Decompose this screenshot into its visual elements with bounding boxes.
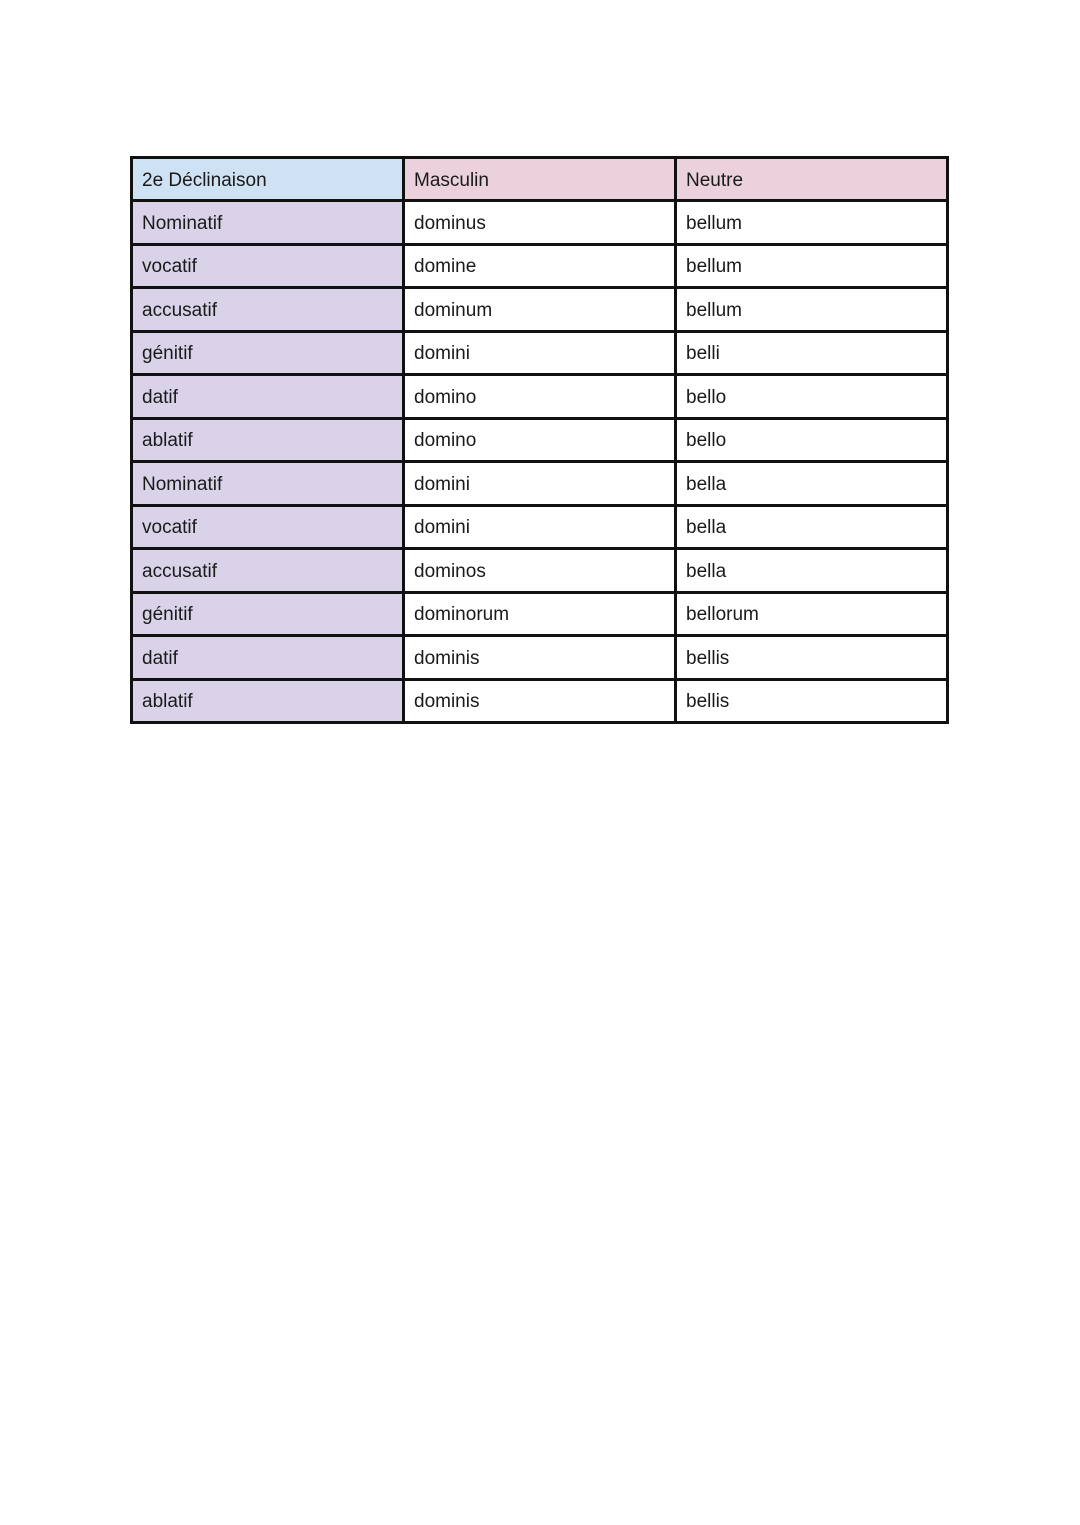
masculine-form: domini [404, 462, 676, 506]
table-row [132, 679, 948, 723]
masculine-form: domino [404, 418, 676, 462]
neuter-form: bella [676, 462, 948, 506]
neuter-form: bellis [676, 636, 948, 680]
case-cell: datif [132, 375, 404, 419]
neuter-form: bello [676, 375, 948, 419]
case-cell: ablatif [132, 418, 404, 462]
masculine-form: domine [404, 244, 676, 288]
table-row [132, 244, 948, 288]
masculine-form: domino [404, 375, 676, 419]
case-cell: accusatif [132, 288, 404, 332]
neuter-form: bellum [676, 201, 948, 245]
neuter-form: bellum [676, 288, 948, 332]
masculine-header: Masculin [404, 158, 676, 201]
masculine-form: dominis [404, 636, 676, 680]
case-cell: datif [132, 636, 404, 680]
masculine-form: dominis [404, 679, 676, 723]
neuter-form: bello [676, 418, 948, 462]
masculine-form: domini [404, 505, 676, 549]
case-cell: accusatif [132, 549, 404, 593]
table-row [132, 505, 948, 549]
corner-cell: 2e Déclinaison [132, 158, 404, 201]
neuter-form: bella [676, 549, 948, 593]
masculine-form: dominorum [404, 592, 676, 636]
header-row [132, 158, 948, 201]
table-row [132, 331, 948, 375]
masculine-form: domini [404, 331, 676, 375]
table-row [132, 375, 948, 419]
neuter-form: bellorum [676, 592, 948, 636]
case-cell: vocatif [132, 505, 404, 549]
table-row [132, 636, 948, 680]
neuter-header: Neutre [676, 158, 948, 201]
table-row [132, 201, 948, 245]
table-row [132, 288, 948, 332]
masculine-form: dominus [404, 201, 676, 245]
neuter-form: bellum [676, 244, 948, 288]
neuter-form: bella [676, 505, 948, 549]
table-row [132, 462, 948, 506]
neuter-form: bellis [676, 679, 948, 723]
case-cell: génitif [132, 331, 404, 375]
table-row [132, 418, 948, 462]
neuter-form: belli [676, 331, 948, 375]
case-cell: vocatif [132, 244, 404, 288]
case-cell: Nominatif [132, 462, 404, 506]
table-row [132, 549, 948, 593]
table-row [132, 592, 948, 636]
masculine-form: dominum [404, 288, 676, 332]
case-cell: Nominatif [132, 201, 404, 245]
case-cell: ablatif [132, 679, 404, 723]
declension-table [130, 156, 949, 724]
masculine-form: dominos [404, 549, 676, 593]
case-cell: génitif [132, 592, 404, 636]
